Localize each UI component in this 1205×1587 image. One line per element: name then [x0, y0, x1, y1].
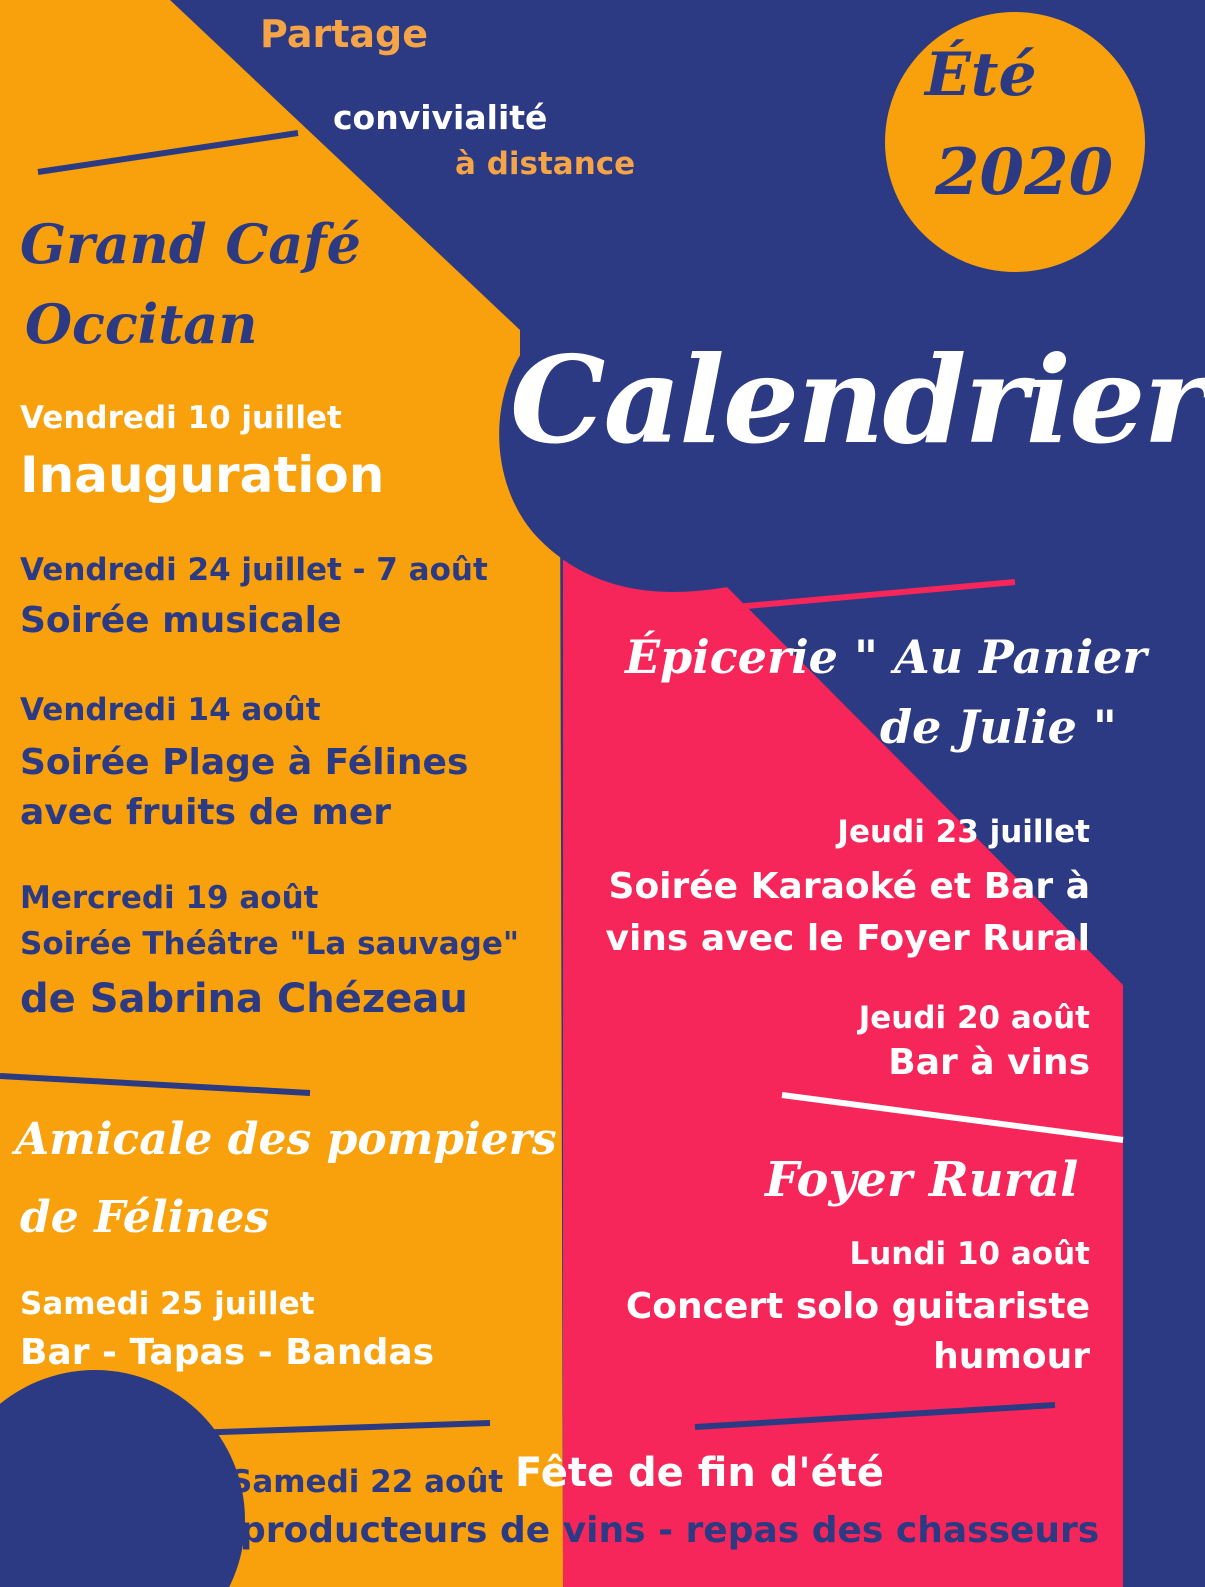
event-name: Bar à vins	[888, 1042, 1090, 1083]
footer-title: Fête de fin d'été	[515, 1450, 885, 1496]
footer-details: producteurs de vins - repas des chasseurs	[240, 1510, 1100, 1551]
event-date: Samedi 25 juillet	[20, 1286, 315, 1322]
grand-cafe-heading-2: Occitan	[25, 292, 258, 356]
grand-cafe-heading: Grand Café	[20, 212, 361, 276]
event-date: Mercredi 19 août	[20, 880, 319, 916]
convivialite-text: convivialité	[333, 98, 548, 137]
event-name: Bar - Tapas - Bandas	[20, 1332, 435, 1373]
season-year: 2020	[935, 135, 1114, 210]
event-date: Vendredi 14 août	[20, 692, 321, 728]
event-name: Soirée musicale	[20, 600, 342, 641]
event-name: Concert solo guitariste	[625, 1286, 1090, 1327]
page-title: Calendrier	[510, 330, 1205, 471]
event-name: Soirée Théâtre "La sauvage"	[20, 926, 520, 962]
season-label: Été	[925, 40, 1037, 110]
event-name: vins avec le Foyer Rural	[605, 918, 1090, 959]
event-name: de Sabrina Chézeau	[20, 976, 468, 1022]
event-name: Inauguration	[20, 446, 385, 504]
footer-date: Samedi 22 août	[230, 1464, 504, 1500]
event-name: Soirée Plage à Félines	[20, 742, 469, 783]
event-date: Vendredi 24 juillet - 7 août	[20, 552, 488, 588]
event-date: Jeudi 23 juillet	[837, 814, 1090, 850]
event-name: avec fruits de mer	[20, 792, 392, 833]
event-name: Soirée Karaoké et Bar à	[608, 866, 1090, 907]
epicerie-heading: Épicerie " Au Panier	[625, 630, 1147, 684]
event-name: humour	[933, 1336, 1090, 1377]
event-date: Vendredi 10 juillet	[20, 400, 342, 436]
amicale-heading-2: de Félines	[20, 1192, 270, 1243]
event-date: Jeudi 20 août	[858, 1000, 1090, 1036]
distance-text: à distance	[455, 146, 636, 182]
partage-text: Partage	[260, 12, 428, 56]
foyer-rural-heading: Foyer Rural	[765, 1152, 1079, 1208]
amicale-heading: Amicale des pompiers	[15, 1114, 557, 1165]
epicerie-heading-2: de Julie "	[880, 700, 1117, 754]
event-date: Lundi 10 août	[849, 1236, 1090, 1272]
